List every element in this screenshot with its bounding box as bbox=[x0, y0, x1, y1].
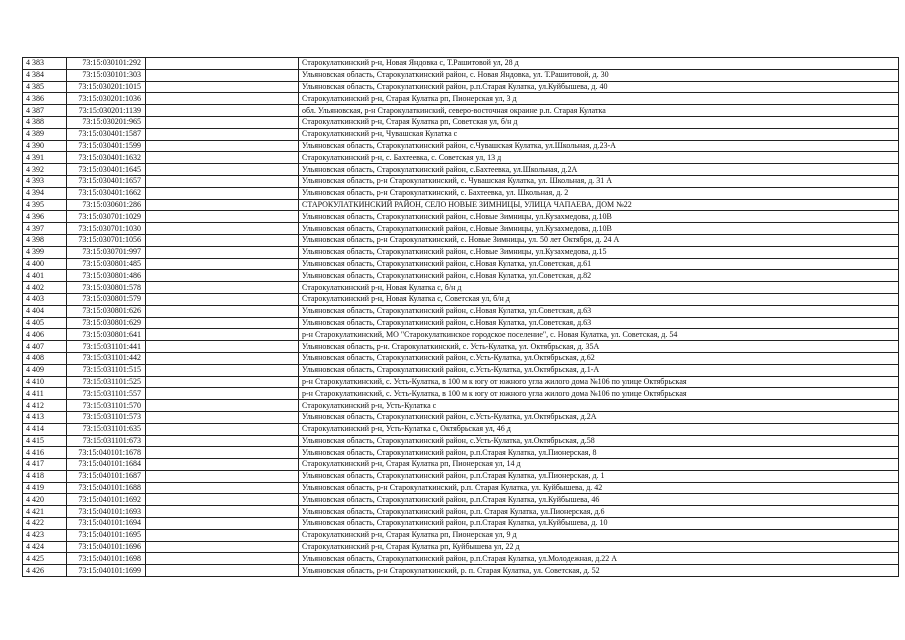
row-number-cell: 4 405 bbox=[23, 317, 67, 329]
table-row bbox=[23, 116, 899, 128]
table-row bbox=[23, 164, 899, 176]
cadastral-number-cell: 73:15:031101:515 bbox=[67, 364, 146, 376]
table-row bbox=[23, 400, 899, 412]
row-number-cell: 4 417 bbox=[23, 459, 67, 471]
empty-cell bbox=[146, 470, 299, 482]
row-number-cell: 4 414 bbox=[23, 423, 67, 435]
row-number-cell: 4 390 bbox=[23, 140, 67, 152]
cadastral-number-cell: 73:15:031101:557 bbox=[67, 388, 146, 400]
table-row bbox=[23, 435, 899, 447]
table-row bbox=[23, 305, 899, 317]
cadastral-number-cell: 73:15:030201:1139 bbox=[67, 105, 146, 117]
empty-cell bbox=[146, 506, 299, 518]
empty-cell bbox=[146, 459, 299, 471]
table-row bbox=[23, 470, 899, 482]
cadastral-number-cell: 73:15:030401:1632 bbox=[67, 152, 146, 164]
table-row bbox=[23, 175, 899, 187]
table-row bbox=[23, 199, 899, 211]
cadastral-number-cell: 73:15:030101:303 bbox=[67, 69, 146, 81]
address-cell: Ульяновская область, Старокулаткинский район, с.Новая Кулатка, ул.Советская, д.82 bbox=[299, 270, 899, 282]
table-body bbox=[23, 58, 899, 577]
row-number-cell: 4 423 bbox=[23, 529, 67, 541]
cadastral-number-cell: 73:15:030201:965 bbox=[67, 116, 146, 128]
cadastral-number-cell: 73:15:040101:1695 bbox=[67, 529, 146, 541]
cadastral-number-cell: 73:15:030801:629 bbox=[67, 317, 146, 329]
address-cell: Ульяновская область, р-н. Старокулаткинский, с. Усть-Кулатка, ул. Октябрьская, д. 35А bbox=[299, 341, 899, 353]
empty-cell bbox=[146, 81, 299, 93]
table-row bbox=[23, 329, 899, 341]
row-number-cell: 4 425 bbox=[23, 553, 67, 565]
table-row bbox=[23, 506, 899, 518]
row-number-cell: 4 420 bbox=[23, 494, 67, 506]
empty-cell bbox=[146, 223, 299, 235]
row-number-cell: 4 416 bbox=[23, 447, 67, 459]
row-number-cell: 4 383 bbox=[23, 58, 67, 70]
address-cell: Старокулаткинский р-н, Старая Кулатка рп, Советская ул, б/н д bbox=[299, 116, 899, 128]
address-cell: Ульяновская область, Старокулаткинский район, р.п.Старая Кулатка, ул.Куйбышева, д. 10 bbox=[299, 518, 899, 530]
address-cell: Ульяновская область, р-н Старокулаткинский, р. п. Старая Кулатка, ул. Советская, д. 52 bbox=[299, 565, 899, 577]
address-cell: Старокулаткинский р-н, Старая Кулатка рп, Куйбышева ул, 22 д bbox=[299, 541, 899, 553]
cadastral-number-cell: 73:15:031101:525 bbox=[67, 376, 146, 388]
address-cell: Старокулаткинский р-н, Старая Кулатка рп, Пионерская ул, 3 д bbox=[299, 93, 899, 105]
table-row bbox=[23, 376, 899, 388]
address-cell: Старокулаткинский р-н, Старая Кулатка рп, Пионерская ул, 14 д bbox=[299, 459, 899, 471]
address-cell: Ульяновская область, Старокулаткинский район, с.Новые Зимницы, ул.Кузахмедова, д.10В bbox=[299, 223, 899, 235]
table-row bbox=[23, 211, 899, 223]
empty-cell bbox=[146, 282, 299, 294]
cadastral-number-cell: 73:15:040101:1687 bbox=[67, 470, 146, 482]
address-cell: Ульяновская область, Старокулаткинский район, с.Новая Кулатка, ул.Советская, д.63 bbox=[299, 317, 899, 329]
row-number-cell: 4 422 bbox=[23, 518, 67, 530]
table-row bbox=[23, 341, 899, 353]
cadastral-number-cell: 73:15:040101:1692 bbox=[67, 494, 146, 506]
table-row bbox=[23, 282, 899, 294]
table-row bbox=[23, 565, 899, 577]
row-number-cell: 4 386 bbox=[23, 93, 67, 105]
empty-cell bbox=[146, 494, 299, 506]
empty-cell bbox=[146, 128, 299, 140]
table-row bbox=[23, 152, 899, 164]
cadastral-number-cell: 73:15:030401:1587 bbox=[67, 128, 146, 140]
address-cell: Ульяновская область, Старокулаткинский район, р.п.Старая Кулатка, ул.Куйбышева, 46 bbox=[299, 494, 899, 506]
empty-cell bbox=[146, 317, 299, 329]
cadastral-number-cell: 73:15:031101:635 bbox=[67, 423, 146, 435]
empty-cell bbox=[146, 352, 299, 364]
address-cell: Ульяновская область, Старокулаткинский район, р.п.Старая Кулатка, ул.Молодежная, д.22 А bbox=[299, 553, 899, 565]
address-cell: Старокулаткинский р-н, Новая Кулатка с, Советская ул, б/н д bbox=[299, 293, 899, 305]
empty-cell bbox=[146, 376, 299, 388]
empty-cell bbox=[146, 116, 299, 128]
row-number-cell: 4 394 bbox=[23, 187, 67, 199]
cadastral-number-cell: 73:15:030801:486 bbox=[67, 270, 146, 282]
row-number-cell: 4 395 bbox=[23, 199, 67, 211]
cadastral-number-cell: 73:15:030601:286 bbox=[67, 199, 146, 211]
cadastral-number-cell: 73:15:031101:570 bbox=[67, 400, 146, 412]
cadastral-number-cell: 73:15:031101:441 bbox=[67, 341, 146, 353]
table-row bbox=[23, 223, 899, 235]
cadastral-number-cell: 73:15:031101:573 bbox=[67, 411, 146, 423]
table-row bbox=[23, 81, 899, 93]
table-row bbox=[23, 234, 899, 246]
empty-cell bbox=[146, 270, 299, 282]
empty-cell bbox=[146, 400, 299, 412]
cadastral-number-cell: 73:15:030801:578 bbox=[67, 282, 146, 294]
cadastral-number-cell: 73:15:030801:579 bbox=[67, 293, 146, 305]
empty-cell bbox=[146, 187, 299, 199]
empty-cell bbox=[146, 411, 299, 423]
table-row bbox=[23, 128, 899, 140]
empty-cell bbox=[146, 364, 299, 376]
cadastral-number-cell: 73:15:040101:1696 bbox=[67, 541, 146, 553]
empty-cell bbox=[146, 388, 299, 400]
empty-cell bbox=[146, 553, 299, 565]
table-row bbox=[23, 187, 899, 199]
table-row bbox=[23, 482, 899, 494]
table-row bbox=[23, 364, 899, 376]
empty-cell bbox=[146, 199, 299, 211]
row-number-cell: 4 389 bbox=[23, 128, 67, 140]
cadastral-number-cell: 73:15:030401:1657 bbox=[67, 175, 146, 187]
cadastral-number-cell: 73:15:030401:1599 bbox=[67, 140, 146, 152]
cadastral-number-cell: 73:15:031101:673 bbox=[67, 435, 146, 447]
row-number-cell: 4 391 bbox=[23, 152, 67, 164]
row-number-cell: 4 413 bbox=[23, 411, 67, 423]
row-number-cell: 4 399 bbox=[23, 246, 67, 258]
address-cell: СТАРОКУЛАТКИНСКИЙ РАЙОН, СЕЛО НОВЫЕ ЗИМНИЦЫ, УЛИЦА ЧАПАЕВА, ДОМ №22 bbox=[299, 199, 899, 211]
row-number-cell: 4 407 bbox=[23, 341, 67, 353]
empty-cell bbox=[146, 258, 299, 270]
address-cell: Ульяновская область, Старокулаткинский район, с.Новые Зимницы, ул.Кузахмедова, д.15 bbox=[299, 246, 899, 258]
row-number-cell: 4 408 bbox=[23, 352, 67, 364]
address-cell: Старокулаткинский р-н, Чувашская Кулатка с bbox=[299, 128, 899, 140]
row-number-cell: 4 385 bbox=[23, 81, 67, 93]
table-row bbox=[23, 423, 899, 435]
row-number-cell: 4 398 bbox=[23, 234, 67, 246]
cadastral-number-cell: 73:15:030701:997 bbox=[67, 246, 146, 258]
address-cell: Ульяновская область, Старокулаткинский район, р.п.Старая Кулатка, ул.Пионерская, 8 bbox=[299, 447, 899, 459]
table-row bbox=[23, 447, 899, 459]
cadastral-number-cell: 73:15:030801:626 bbox=[67, 305, 146, 317]
table-row bbox=[23, 293, 899, 305]
empty-cell bbox=[146, 58, 299, 70]
address-cell: Ульяновская область, Старокулаткинский район, с.Новая Кулатка, ул.Советская, д.63 bbox=[299, 305, 899, 317]
row-number-cell: 4 387 bbox=[23, 105, 67, 117]
address-cell: Ульяновская область, Старокулаткинский район, с.Усть-Кулатка, ул.Октябрьская, д.2А bbox=[299, 411, 899, 423]
address-cell: Ульяновская область, р-н Старокулаткинский, с. Бахтеевка, ул. Школьная, д. 2 bbox=[299, 187, 899, 199]
address-cell: р-н Старокулаткинский, с. Усть-Кулатка, в 100 м к югу от южного угла жилого дома №106 по улице Октябрьская bbox=[299, 388, 899, 400]
row-number-cell: 4 403 bbox=[23, 293, 67, 305]
row-number-cell: 4 401 bbox=[23, 270, 67, 282]
address-cell: Ульяновская область, Старокулаткинский район, с.Усть-Кулатка, ул.Октябрьская, д.58 bbox=[299, 435, 899, 447]
cadastral-number-cell: 73:15:040101:1684 bbox=[67, 459, 146, 471]
table-row bbox=[23, 518, 899, 530]
empty-cell bbox=[146, 211, 299, 223]
table-row bbox=[23, 93, 899, 105]
address-cell: Ульяновская область, Старокулаткинский район, р.п. Старая Кулатка, ул.Пионерская, д.6 bbox=[299, 506, 899, 518]
cadastral-number-cell: 73:15:030201:1036 bbox=[67, 93, 146, 105]
row-number-cell: 4 404 bbox=[23, 305, 67, 317]
address-cell: р-н Старокулаткинский, с. Усть-Кулатка, в 100 м к югу от южного угла жилого дома №106 по улице Октябрьская bbox=[299, 376, 899, 388]
table-row bbox=[23, 388, 899, 400]
empty-cell bbox=[146, 305, 299, 317]
cadastral-number-cell: 73:15:040101:1694 bbox=[67, 518, 146, 530]
cadastral-number-cell: 73:15:040101:1698 bbox=[67, 553, 146, 565]
table-row bbox=[23, 69, 899, 81]
empty-cell bbox=[146, 246, 299, 258]
table-row bbox=[23, 258, 899, 270]
table-row bbox=[23, 105, 899, 117]
address-cell: Ульяновская область, Старокулаткинский район, с. Новая Яндовка, ул. Т.Рашитовой, д. 30 bbox=[299, 69, 899, 81]
address-cell: Старокулаткинский р-н, Старая Кулатка рп, Пионерская ул, 9 д bbox=[299, 529, 899, 541]
address-cell: Старокулаткинский р-н, Усть-Кулатка с, Октябрьская ул, 46 д bbox=[299, 423, 899, 435]
cadastral-number-cell: 73:15:040101:1699 bbox=[67, 565, 146, 577]
empty-cell bbox=[146, 234, 299, 246]
cadastral-number-cell: 73:15:030801:485 bbox=[67, 258, 146, 270]
empty-cell bbox=[146, 93, 299, 105]
address-cell: Старокулаткинский р-н, Новая Яндовка с, Т.Рашитовой ул, 28 д bbox=[299, 58, 899, 70]
cadastral-number-cell: 73:15:040101:1693 bbox=[67, 506, 146, 518]
empty-cell bbox=[146, 164, 299, 176]
row-number-cell: 4 396 bbox=[23, 211, 67, 223]
row-number-cell: 4 393 bbox=[23, 175, 67, 187]
row-number-cell: 4 402 bbox=[23, 282, 67, 294]
row-number-cell: 4 410 bbox=[23, 376, 67, 388]
empty-cell bbox=[146, 541, 299, 553]
empty-cell bbox=[146, 341, 299, 353]
cadastral-number-cell: 73:15:030701:1056 bbox=[67, 234, 146, 246]
address-cell: Ульяновская область, Старокулаткинский район, с.Бахтеевка, ул.Школьная, д.2А bbox=[299, 164, 899, 176]
row-number-cell: 4 406 bbox=[23, 329, 67, 341]
empty-cell bbox=[146, 529, 299, 541]
cadastral-number-cell: 73:15:030801:641 bbox=[67, 329, 146, 341]
empty-cell bbox=[146, 447, 299, 459]
row-number-cell: 4 426 bbox=[23, 565, 67, 577]
empty-cell bbox=[146, 435, 299, 447]
address-cell: Ульяновская область, Старокулаткинский район, р.п.Старая Кулатка, ул.Пионерская, д. 1 bbox=[299, 470, 899, 482]
row-number-cell: 4 421 bbox=[23, 506, 67, 518]
address-cell: Ульяновская область, Старокулаткинский район, с.Чувашская Кулатка, ул.Школьная, д.23-А bbox=[299, 140, 899, 152]
cadastral-number-cell: 73:15:030201:1015 bbox=[67, 81, 146, 93]
address-cell: Ульяновская область, р-н Старокулаткинский, р.п. Старая Кулатка, ул. Куйбышева, д. 42 bbox=[299, 482, 899, 494]
address-cell: Старокулаткинский р-н, с. Бахтеевка, с. Советская ул, 13 д bbox=[299, 152, 899, 164]
cadastral-number-cell: 73:15:030101:292 bbox=[67, 58, 146, 70]
row-number-cell: 4 418 bbox=[23, 470, 67, 482]
address-cell: Ульяновская область, р-н Старокулаткинский, с. Новые Зимницы, ул. 50 лет Октября, д. 24 А bbox=[299, 234, 899, 246]
row-number-cell: 4 411 bbox=[23, 388, 67, 400]
cadastral-number-cell: 73:15:030401:1645 bbox=[67, 164, 146, 176]
empty-cell bbox=[146, 565, 299, 577]
table-row bbox=[23, 58, 899, 70]
address-cell: Ульяновская область, р-н Старокулаткинский, с. Чувашская Кулатка, ул. Школьная, д. 31 А bbox=[299, 175, 899, 187]
row-number-cell: 4 419 bbox=[23, 482, 67, 494]
address-cell: Старокулаткинский р-н, Новая Кулатка с, б/н д bbox=[299, 282, 899, 294]
address-cell: Ульяновская область, Старокулаткинский район, с.Усть-Кулатка, ул.Октябрьская, д.62 bbox=[299, 352, 899, 364]
empty-cell bbox=[146, 105, 299, 117]
table-row bbox=[23, 529, 899, 541]
empty-cell bbox=[146, 329, 299, 341]
address-cell: Ульяновская область, Старокулаткинский район, с.Усть-Кулатка, ул.Октябрьская, д.1-А bbox=[299, 364, 899, 376]
address-cell: р-н Старокулаткинский, МО "Старокулаткинское городское поселение", с. Новая Кулатка, ул. Советская, д. 54 bbox=[299, 329, 899, 341]
empty-cell bbox=[146, 423, 299, 435]
empty-cell bbox=[146, 518, 299, 530]
address-cell: Ульяновская область, Старокулаткинский район, с.Новая Кулатка, ул.Советская, д.61 bbox=[299, 258, 899, 270]
row-number-cell: 4 392 bbox=[23, 164, 67, 176]
empty-cell bbox=[146, 482, 299, 494]
address-cell: Ульяновская область, Старокулаткинский район, р.п.Старая Кулатка, ул.Куйбышева, д. 40 bbox=[299, 81, 899, 93]
cadastral-number-cell: 73:15:040101:1688 bbox=[67, 482, 146, 494]
row-number-cell: 4 415 bbox=[23, 435, 67, 447]
row-number-cell: 4 409 bbox=[23, 364, 67, 376]
table-row bbox=[23, 270, 899, 282]
cadastral-number-cell: 73:15:030701:1029 bbox=[67, 211, 146, 223]
table-row bbox=[23, 459, 899, 471]
empty-cell bbox=[146, 140, 299, 152]
empty-cell bbox=[146, 175, 299, 187]
row-number-cell: 4 397 bbox=[23, 223, 67, 235]
table-row bbox=[23, 553, 899, 565]
cadastral-number-cell: 73:15:040101:1678 bbox=[67, 447, 146, 459]
row-number-cell: 4 412 bbox=[23, 400, 67, 412]
cadastral-number-cell: 73:15:030401:1662 bbox=[67, 187, 146, 199]
row-number-cell: 4 424 bbox=[23, 541, 67, 553]
address-cell: обл. Ульяновская, р-н Старокулаткинский, северо-восточная окраине р.п. Старая Кулатка bbox=[299, 105, 899, 117]
cadastral-number-cell: 73:15:031101:442 bbox=[67, 352, 146, 364]
empty-cell bbox=[146, 152, 299, 164]
empty-cell bbox=[146, 69, 299, 81]
table-row bbox=[23, 411, 899, 423]
row-number-cell: 4 400 bbox=[23, 258, 67, 270]
address-cell: Ульяновская область, Старокулаткинский район, с.Новые Зимницы, ул.Кузахмедова, д.10В bbox=[299, 211, 899, 223]
table-row bbox=[23, 317, 899, 329]
table-row bbox=[23, 140, 899, 152]
empty-cell bbox=[146, 293, 299, 305]
table-row bbox=[23, 352, 899, 364]
table-row bbox=[23, 541, 899, 553]
property-register-table bbox=[22, 57, 899, 577]
address-cell: Старокулаткинский р-н, Усть-Кулатка с bbox=[299, 400, 899, 412]
row-number-cell: 4 388 bbox=[23, 116, 67, 128]
table-row bbox=[23, 494, 899, 506]
table-row bbox=[23, 246, 899, 258]
row-number-cell: 4 384 bbox=[23, 69, 67, 81]
cadastral-number-cell: 73:15:030701:1030 bbox=[67, 223, 146, 235]
